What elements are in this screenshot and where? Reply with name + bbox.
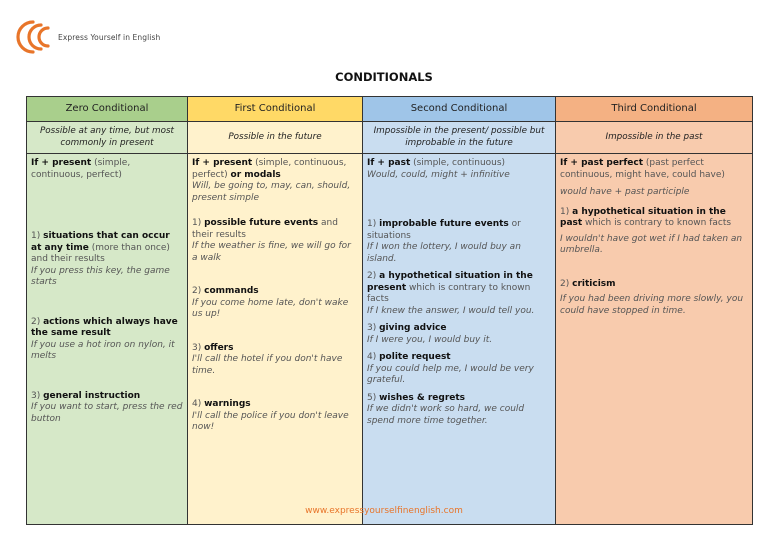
example-text: If you press this key, the game starts xyxy=(31,265,170,287)
body-second xyxy=(363,154,556,525)
example-text: If we didn't work so hard, we could spend more time together. xyxy=(367,404,525,426)
usage-item: 2) actions which always have the same result xyxy=(31,316,178,338)
usage-item: 1) improbable future events or situations xyxy=(367,219,521,241)
form-first: If + present (simple, continuous, perfect) or modals xyxy=(192,158,347,180)
subtitle-second: Impossible in the present/ possible but improbable in the future xyxy=(363,122,556,154)
form-example-first: Will, be going to, may, can, should, present simple xyxy=(192,181,351,203)
example-text: If you come home late, don't wake us up! xyxy=(192,297,349,319)
example-text: If you want to start, press the red button xyxy=(31,402,183,424)
body-first xyxy=(188,154,363,525)
usage-item: 2) commands xyxy=(192,286,259,296)
example-text: If you use a hot iron on nylon, it melts xyxy=(31,339,175,361)
header-row xyxy=(27,97,753,122)
header-zero-conditional: Zero Conditional xyxy=(27,97,188,122)
example-text: If the weather is fine, we will go for a walk xyxy=(192,241,351,263)
usage-item: 3) offers xyxy=(192,342,234,353)
usage-item: 5) wishes & regrets xyxy=(367,392,466,403)
body-third xyxy=(556,154,753,525)
logo-text: Express Yourself in English xyxy=(58,32,161,42)
header-first-conditional: First Conditional xyxy=(188,97,363,122)
subtitle-row xyxy=(27,122,753,154)
subtitle-zero: Possible at any time, but most commonly in present xyxy=(27,122,188,154)
example-text: If I won the lottery, I would buy an island. xyxy=(367,242,521,264)
body-row xyxy=(27,154,753,525)
example-text: If you could help me, I would be very grateful. xyxy=(367,363,534,385)
example-text: I'll call the police if you don't leave now! xyxy=(192,410,349,432)
usage-item: 2) a hypothetical situation in the present which is contrary to known facts xyxy=(367,271,533,304)
usage-item: 1) possible future events and their results xyxy=(192,218,338,240)
form-third: If + past perfect (past perfect continuous, might have, could have) xyxy=(560,158,725,180)
subtitle-first: Possible in the future xyxy=(188,122,363,154)
form-second: If + past (simple, continuous) xyxy=(367,158,506,168)
form-zero: If + present (simple, continuous, perfect) xyxy=(31,158,131,180)
conditionals-table xyxy=(26,96,753,525)
example-text: If I knew the answer, I would tell you. xyxy=(367,305,535,316)
page-title: CONDITIONALS xyxy=(335,70,433,84)
example-text: If you had been driving more slowly, you could have stopped in time. xyxy=(560,294,744,316)
usage-item: 4) warnings xyxy=(192,399,251,409)
example-text: I wouldn't have got wet if I had taken an umbrella. xyxy=(560,233,743,255)
form-example-second: Would, could, might + infinitive xyxy=(367,169,510,180)
usage-item: 2) criticism xyxy=(560,278,616,289)
usage-item: 3) general instruction xyxy=(31,390,141,401)
usage-item: 1) situations that can occur at any time (more than once) and their results xyxy=(31,231,170,264)
example-text: I'll call the hotel if you don't have time. xyxy=(192,354,343,376)
website-link[interactable]: www.expressyourselfinenglish.com xyxy=(305,506,463,516)
subtitle-third: Impossible in the past xyxy=(556,122,753,154)
usage-item: 3) giving advice xyxy=(367,323,447,333)
header-second-conditional: Second Conditional xyxy=(363,97,556,122)
usage-item: 1) a hypothetical situation in the past which is contrary to known facts xyxy=(560,206,732,228)
body-zero xyxy=(27,154,188,525)
example-text: If I were you, I would buy it. xyxy=(367,334,493,345)
usage-item: 4) polite request xyxy=(367,352,451,362)
header-third-conditional: Third Conditional xyxy=(556,97,753,122)
brand-logo xyxy=(14,18,160,56)
form-example-third: would have + past participle xyxy=(560,187,690,197)
logo-icon xyxy=(14,18,54,56)
